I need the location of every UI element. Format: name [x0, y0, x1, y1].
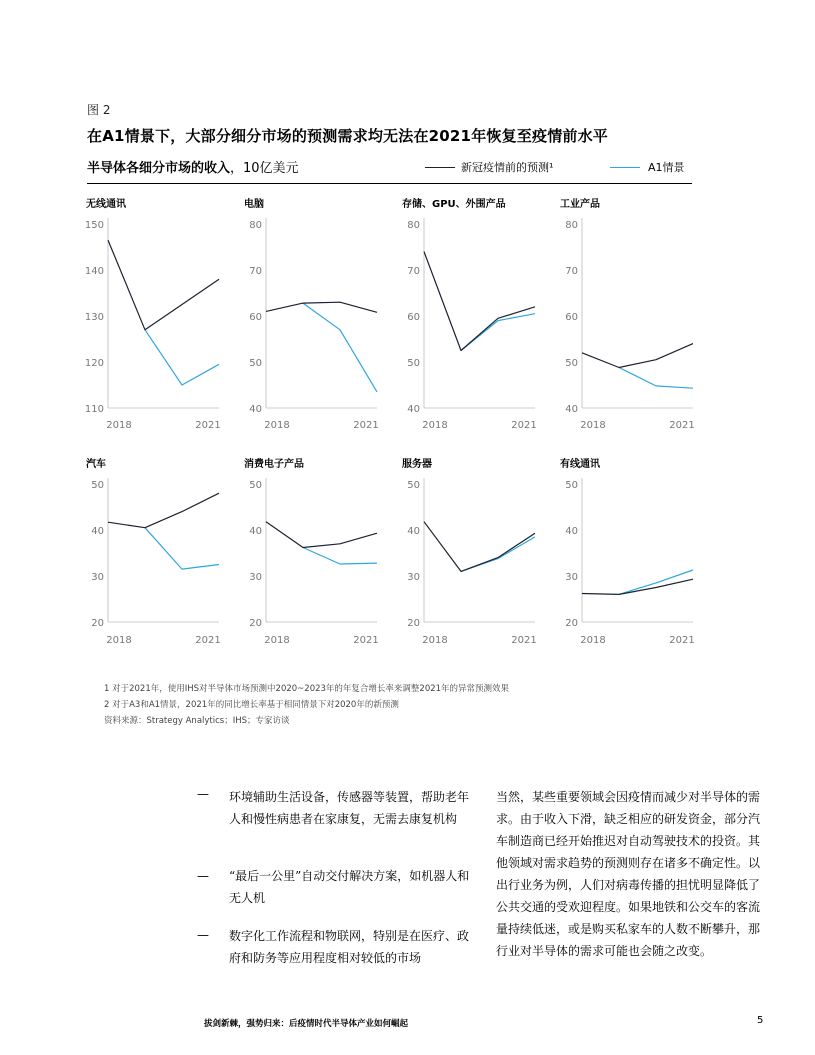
- y-tick-label: 80: [565, 220, 578, 231]
- series-line-precovid: [108, 240, 219, 330]
- series-line-precovid: [266, 302, 377, 312]
- source-note: 资料来源：Strategy Analytics；IHS；专家访谈: [104, 716, 290, 726]
- bullet-text: “最后一公里”自动交付解决方案，如机器人和无人机: [229, 869, 470, 905]
- x-tick-label: 2018: [580, 420, 606, 431]
- panel-title: 工业产品: [560, 199, 600, 210]
- y-tick-label: 50: [249, 480, 262, 491]
- y-tick-label: 50: [91, 480, 104, 491]
- y-tick-label: 40: [91, 526, 104, 537]
- x-tick-label: 2021: [511, 635, 537, 646]
- series-line-a1: [461, 537, 535, 572]
- bullet-dash: —: [197, 928, 209, 942]
- bullet-text: 数字化工作流程和物联网，特别是在医疗、政府和防务等应用程度相对较低的市场: [229, 929, 470, 965]
- body-paragraph: 当然，某些重要领域会因疫情而减少对半导体的需求。由于收入下滑，缺乏相应的研发资金，部分汽车制造商已经开始推迟对自动驾驶技术的投资。其他领域对需求趋势的预测则存在诸多不确定性。以出行业务为例，人们对病毒传播的担忧明显降低了公共交通的受欢迎程度。如果地铁和公交车的客流量持续低迷，或是购买私家车的人数不断攀升，那行业对半导体的需求可能也会随之改变。: [496, 790, 761, 958]
- panel-title: 消费电子产品: [244, 459, 304, 470]
- y-tick-label: 50: [565, 480, 578, 491]
- y-tick-label: 40: [407, 526, 420, 537]
- x-tick-label: 2021: [195, 635, 221, 646]
- y-tick-label: 40: [249, 404, 262, 415]
- x-tick-label: 2021: [511, 420, 537, 431]
- legend-precovid-label: 新冠疫情前的预测¹: [461, 161, 554, 174]
- legend-a1-label: A1情景: [648, 161, 685, 174]
- series-line-a1: [145, 528, 219, 569]
- bullet-text: 环境辅助生活设备，传感器等装置，帮助老年人和慢性病患者在家康复，无需去康复机构: [229, 790, 470, 826]
- panel-title: 有线通讯: [560, 459, 600, 470]
- panel-title: 电脑: [244, 199, 264, 210]
- y-tick-label: 40: [407, 404, 420, 415]
- y-tick-label: 150: [84, 220, 104, 231]
- x-tick-label: 2021: [669, 635, 695, 646]
- y-tick-label: 70: [565, 266, 578, 277]
- figure-title: 在A1情景下，大部分细分市场的预测需求均无法在2021年恢复至疫情前水平: [87, 127, 608, 145]
- x-tick-label: 2018: [106, 635, 132, 646]
- panel-title: 服务器: [402, 459, 432, 470]
- x-tick-label: 2021: [353, 420, 379, 431]
- y-tick-label: 50: [407, 358, 420, 369]
- y-tick-label: 140: [84, 266, 104, 277]
- y-tick-label: 130: [84, 312, 104, 323]
- y-tick-label: 20: [249, 618, 262, 629]
- subtitle-unit: ，10亿美元: [230, 161, 299, 176]
- y-tick-label: 60: [249, 312, 262, 323]
- series-line-precovid: [108, 493, 219, 528]
- y-tick-label: 60: [565, 312, 578, 323]
- y-tick-label: 30: [249, 572, 262, 583]
- x-tick-label: 2018: [106, 420, 132, 431]
- y-tick-label: 40: [565, 526, 578, 537]
- x-tick-label: 2018: [264, 420, 290, 431]
- note-1: 1 对于2021年，使用IHS对半导体市场预测中2020~2023年的年复合增长率来调整2021年的异常预测效果: [104, 684, 510, 694]
- y-tick-label: 20: [565, 618, 578, 629]
- series-line-a1: [145, 330, 219, 385]
- series-line-a1: [619, 368, 693, 389]
- series-line-a1: [303, 548, 377, 565]
- footer-title: 拔剑新棘，强势归来：后疫情时代半导体产业如何崛起: [204, 1019, 409, 1029]
- x-tick-label: 2018: [422, 420, 448, 431]
- x-tick-label: 2021: [195, 420, 221, 431]
- x-tick-label: 2018: [422, 635, 448, 646]
- y-tick-label: 40: [565, 404, 578, 415]
- x-tick-label: 2021: [669, 420, 695, 431]
- y-tick-label: 20: [91, 618, 104, 629]
- series-line-a1: [303, 303, 377, 392]
- bullet-dash: —: [197, 787, 209, 801]
- y-tick-label: 30: [407, 572, 420, 583]
- panel-title: 无线通讯: [86, 199, 126, 210]
- series-line-precovid: [582, 344, 693, 368]
- x-tick-label: 2018: [264, 635, 290, 646]
- y-tick-label: 40: [249, 526, 262, 537]
- series-line-precovid: [582, 579, 693, 594]
- note-2: 2 对于A3和A1情景，2021年的同比增长率基于相同情景下对2020年的新预测: [104, 700, 399, 710]
- x-tick-label: 2021: [353, 635, 379, 646]
- y-tick-label: 50: [565, 358, 578, 369]
- y-tick-label: 50: [407, 480, 420, 491]
- y-tick-label: 60: [407, 312, 420, 323]
- series-line-precovid: [266, 522, 377, 548]
- x-tick-label: 2018: [580, 635, 606, 646]
- subtitle-main: 半导体各细分市场的收入: [87, 161, 231, 176]
- y-tick-label: 70: [407, 266, 420, 277]
- figure-label: 图 2: [87, 103, 111, 117]
- panel-title: 存储、GPU、外围产品: [402, 199, 506, 210]
- y-tick-label: 30: [565, 572, 578, 583]
- y-tick-label: 110: [84, 404, 104, 415]
- bullet-dash: —: [197, 869, 209, 883]
- y-tick-label: 70: [249, 266, 262, 277]
- y-tick-label: 120: [84, 358, 104, 369]
- y-tick-label: 80: [407, 220, 420, 231]
- y-tick-label: 80: [249, 220, 262, 231]
- panel-title: 汽车: [86, 459, 106, 470]
- y-tick-label: 20: [407, 618, 420, 629]
- y-tick-label: 30: [91, 572, 104, 583]
- y-tick-label: 50: [249, 358, 262, 369]
- series-line-a1: [461, 314, 535, 351]
- page-number: 5: [757, 1015, 764, 1026]
